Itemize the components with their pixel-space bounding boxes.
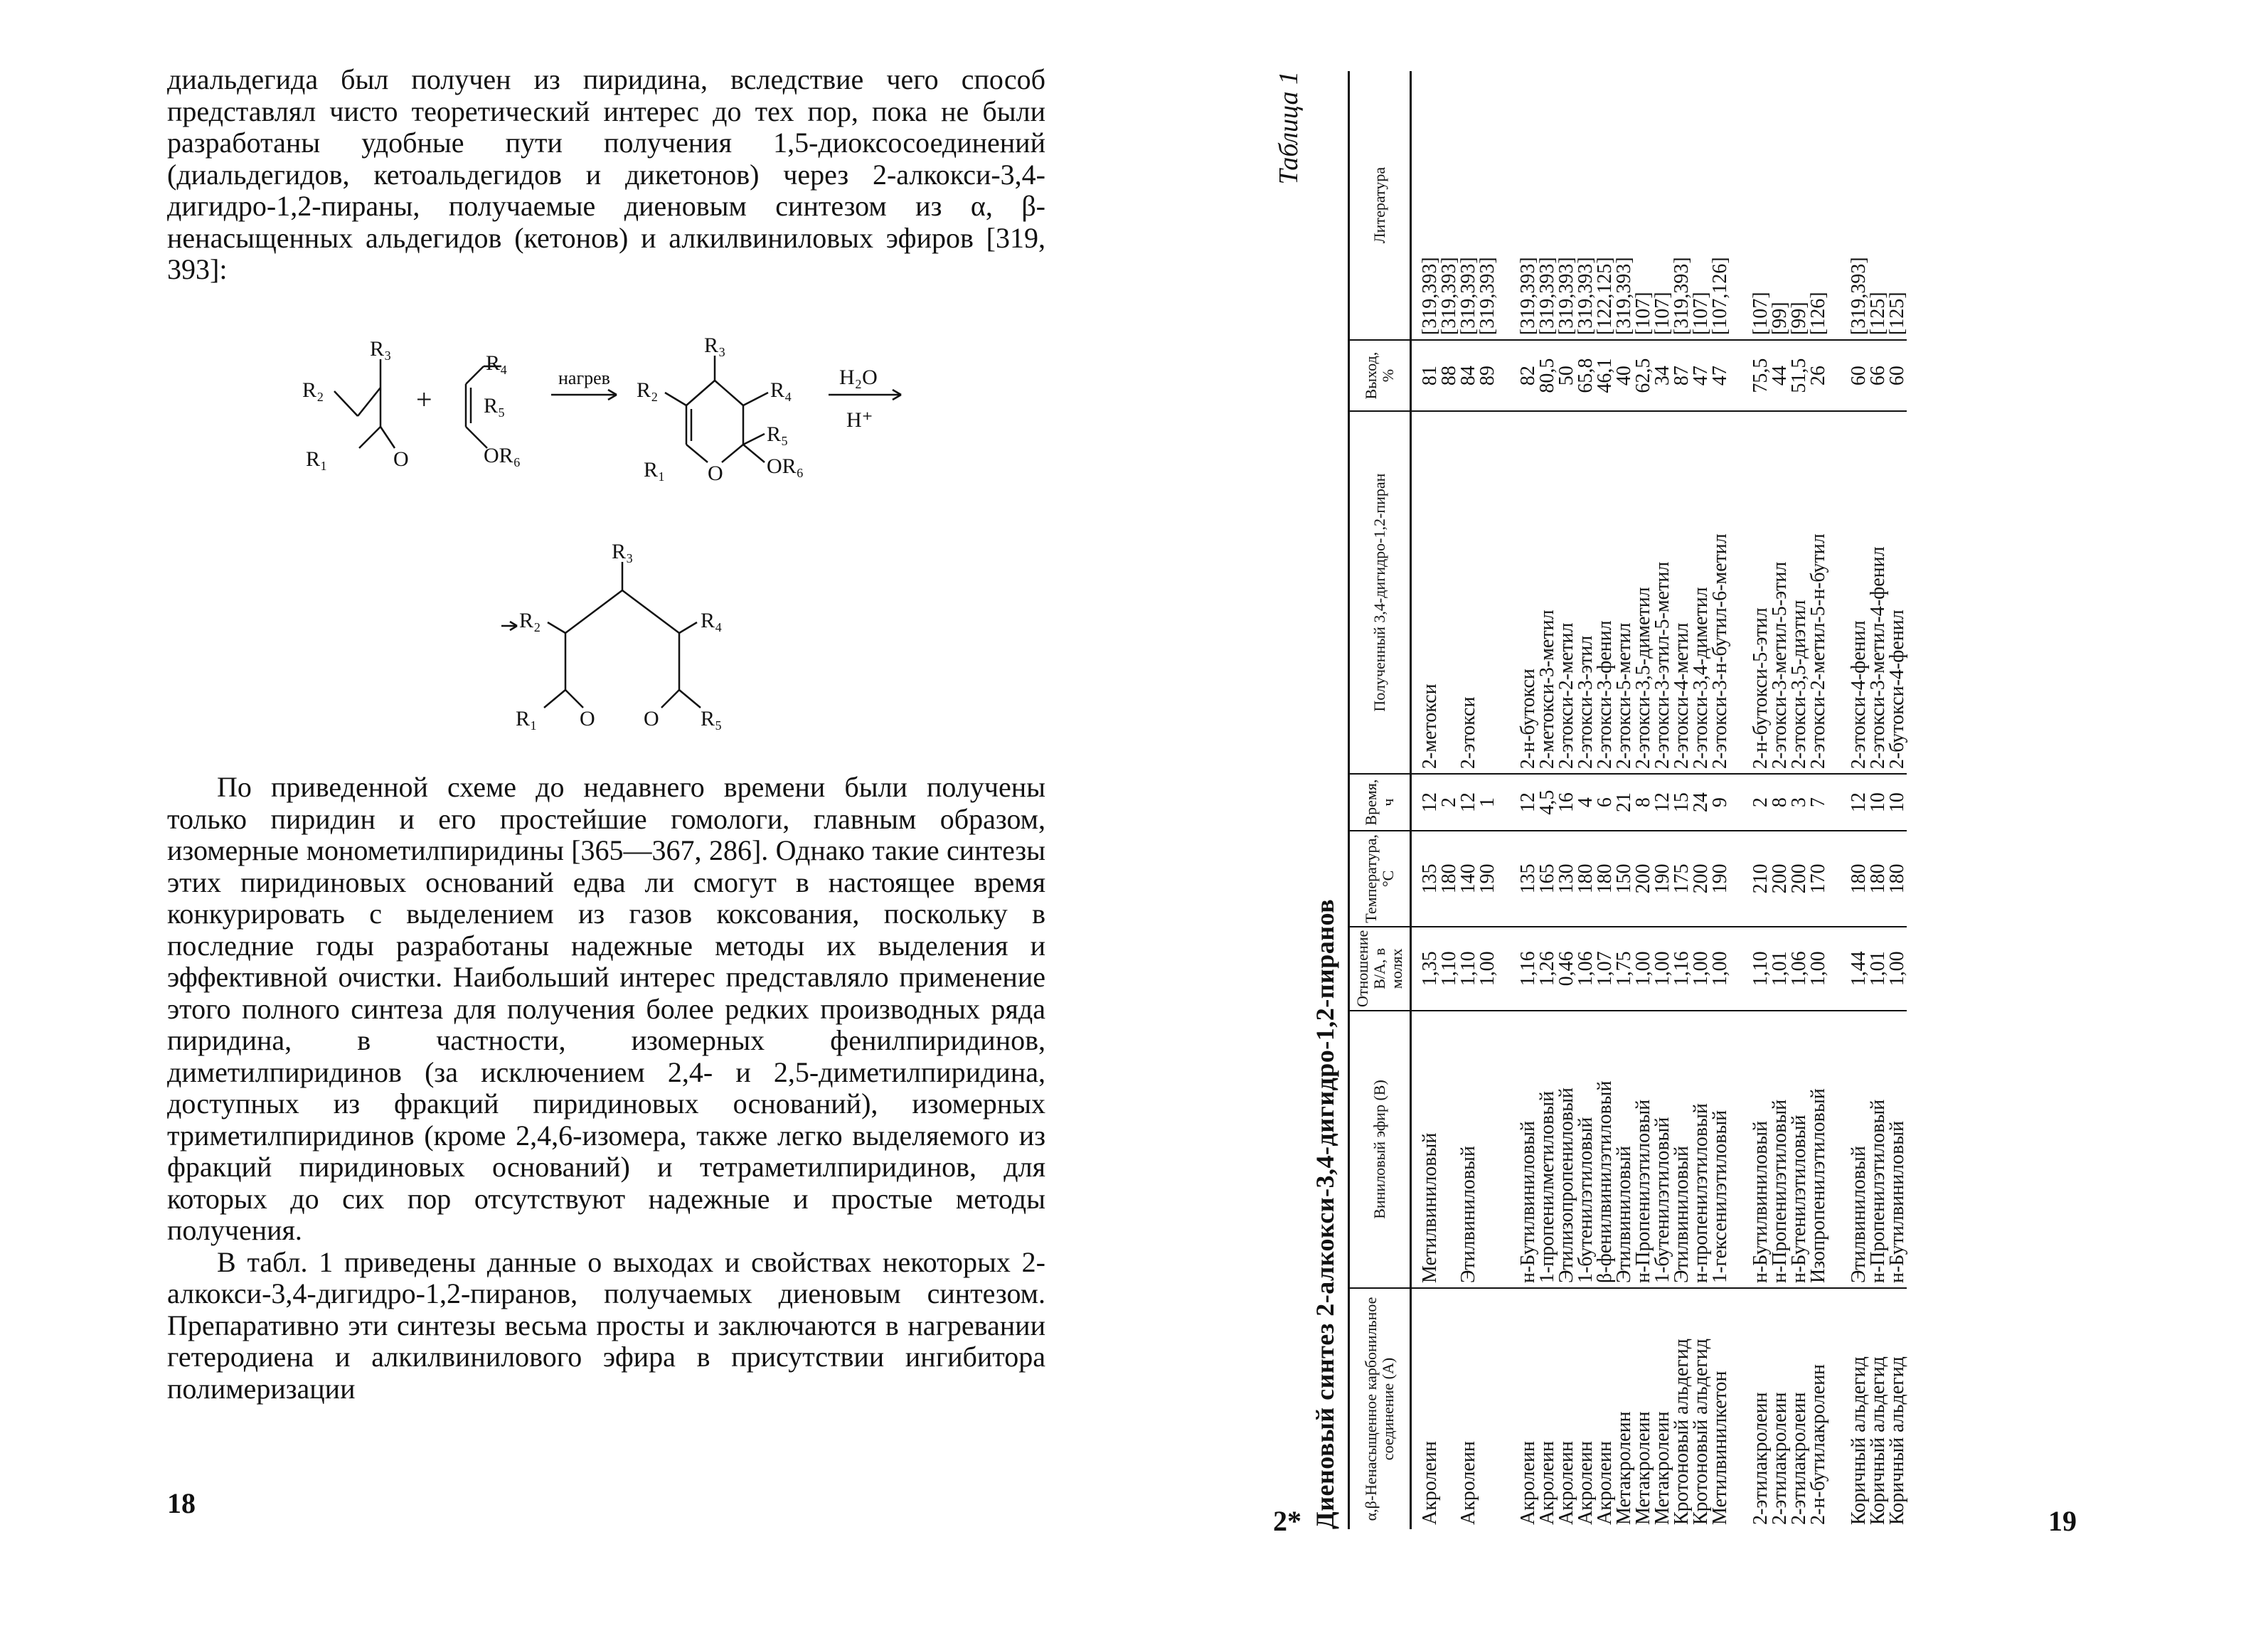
table-row (1691, 71, 1710, 1529)
table-cell: 12 (1497, 774, 1538, 831)
table-cell: 1,06 (1789, 927, 1809, 1011)
table-cell: 1,00 (1809, 927, 1828, 1011)
table-cell: 84 (1459, 340, 1478, 411)
table-cell: 1,16 (1497, 927, 1538, 1011)
table-row (1770, 71, 1789, 1529)
table-rotated (1273, 71, 1908, 1529)
table-row (1888, 71, 1907, 1529)
table-cell: 1,44 (1828, 927, 1868, 1011)
header-yield: Выход, % (1349, 340, 1411, 411)
plus-sign: + (416, 383, 432, 415)
label-r3-product: R₃ (612, 540, 634, 563)
table-cell: 89 (1478, 340, 1497, 411)
table-cell: 51,5 (1789, 340, 1809, 411)
table-cell: [107,126] (1710, 71, 1730, 340)
table-cell: 1,01 (1770, 927, 1789, 1011)
table-cell (1439, 1011, 1459, 1288)
table-row (1828, 71, 1868, 1529)
page-number-right: 19 (2048, 1505, 2077, 1537)
table-cell: [125] (1888, 71, 1907, 340)
table-cell: Метакролеин (1613, 1411, 1635, 1525)
table-cell: 180 (1595, 831, 1614, 927)
paragraph-table-reference: В табл. 1 приведены данные о выходах и свойствах некоторых 2-алкокси-3,4-дигидро-1,2-пиранов, получаемых диеновым синтезом. Препаративно эти синтезы весьма просты и заключаются в нагревании гетеродиена и алкилвинилового эфира в присутствии ингибитора полимеризации (167, 1245, 1045, 1405)
table-cell: н-Пропенилэтиловый (1868, 1011, 1888, 1288)
header-time: Время, ч (1349, 774, 1411, 831)
table-cell: 75,5 (1730, 340, 1770, 411)
table-cell: 26 (1809, 340, 1828, 411)
table-cell: 1,07 (1595, 927, 1614, 1011)
table-cell: Акролеин (1555, 1441, 1577, 1525)
table-cell: 2-этилакролеин (1769, 1392, 1791, 1525)
table-row (1809, 71, 1828, 1529)
table-row (1634, 71, 1653, 1529)
table-cell: 12 (1459, 774, 1478, 831)
table-cell: 2-этокси-3,5-диметил (1634, 411, 1653, 774)
table-cell: 15 (1672, 774, 1691, 831)
table-cell: 180 (1576, 831, 1595, 927)
table-cell: [107] (1730, 71, 1770, 340)
table-cell (1478, 411, 1497, 774)
table-cell: 2-этокси-4-фенил (1828, 411, 1868, 774)
table-row (1439, 71, 1459, 1529)
table-row (1478, 71, 1497, 1529)
table-cell: н-пропенилэтиловый (1691, 1011, 1710, 1288)
table-cell: 1,00 (1710, 927, 1730, 1011)
page-number-left: 18 (167, 1487, 196, 1519)
table-cell: 1,06 (1576, 927, 1595, 1011)
header-literature: Литература (1349, 71, 1411, 340)
table-cell (1439, 411, 1459, 774)
table-cell: β-фенилвинилэтиловый (1595, 1011, 1614, 1288)
table-cell: н-Бутилвиниловый (1888, 1011, 1907, 1288)
table-row (1497, 71, 1538, 1529)
table-cell: 1-гексенилэтиловый (1710, 1011, 1730, 1288)
table-cell: 170 (1809, 831, 1828, 927)
table-cell: 2-этокси-2-метил (1557, 411, 1576, 774)
table-cell (1439, 1288, 1459, 1529)
table-row (1557, 71, 1576, 1529)
table-cell: [107] (1634, 71, 1653, 340)
table-cell: 130 (1557, 831, 1576, 927)
left-page-lower (167, 772, 1045, 1405)
table-cell: 2-метокси-3-метил (1538, 411, 1557, 774)
label-hplus: H⁺ (846, 408, 873, 432)
label-o2-product: O (644, 707, 659, 730)
table-cell: 44 (1770, 340, 1789, 411)
table-cell: 50 (1557, 340, 1576, 411)
table-cell: 2-этокси-3-этил-5-метил (1653, 411, 1672, 774)
table-cell: 190 (1710, 831, 1730, 927)
table-cell (1478, 1011, 1497, 1288)
table-row (1710, 71, 1730, 1529)
table-cell: 180 (1828, 831, 1868, 927)
table-cell: 1,00 (1634, 927, 1653, 1011)
label-heat: нагрев (558, 368, 610, 388)
label-or6: OR₆ (484, 444, 521, 467)
table-row (1459, 71, 1478, 1529)
table-cell: н-Бутилвиниловый (1730, 1011, 1770, 1288)
label-r5-ring: R₅ (767, 422, 789, 446)
table-cell: 135 (1497, 831, 1538, 927)
table-cell: 2-этокси-3,4-диметил (1691, 411, 1710, 774)
table-cell: Этилизопропениловый (1557, 1011, 1576, 1288)
table-cell: Коричный альдегид (1867, 1356, 1889, 1525)
table-cell: 190 (1653, 831, 1672, 927)
table-cell: 81 (1411, 340, 1440, 411)
table-cell: Кротоновый альдегид (1690, 1339, 1712, 1525)
label-r2-ring: R₂ (637, 378, 659, 402)
table-cell: 2-этилакролеин (1788, 1392, 1810, 1525)
label-o-ring: O (708, 462, 723, 485)
label-r1-product: R₁ (516, 707, 538, 730)
table-cell: Кротоновый альдегид (1671, 1339, 1693, 1525)
table-cell: 140 (1459, 831, 1478, 927)
table-row (1411, 71, 1440, 1529)
table-cell: 2-н-бутокси-5-этил (1730, 411, 1770, 774)
table-cell: 12 (1411, 774, 1440, 831)
table-cell: Коричный альдегид (1848, 1356, 1870, 1525)
table-cell: 46,1 (1595, 340, 1614, 411)
table-cell (1478, 1288, 1497, 1529)
table-cell: 1,00 (1478, 927, 1497, 1011)
table-cell: 12 (1828, 774, 1868, 831)
table-cell: н-Пропенилэтиловый (1770, 1011, 1789, 1288)
header-vinyl-ether: Виниловый эфир (B) (1349, 1011, 1411, 1288)
table-cell: [107] (1653, 71, 1672, 340)
table-cell: 2 (1439, 774, 1459, 831)
table-cell: 66 (1868, 340, 1888, 411)
table-cell: 2-этокси-3,5-диэтил (1789, 411, 1809, 774)
table-cell: [125] (1868, 71, 1888, 340)
label-r4-ring: R₄ (770, 378, 792, 402)
table-cell: 1,00 (1691, 927, 1710, 1011)
signature-mark: 2* (1273, 1505, 1301, 1537)
table-cell: Акролеин (1419, 1441, 1441, 1525)
table-cell: 200 (1634, 831, 1653, 927)
table-cell: [319,393] (1478, 71, 1497, 340)
table-row (1730, 71, 1770, 1529)
table-cell: 60 (1828, 340, 1868, 411)
table-cell: Этилвиниловый (1459, 1011, 1478, 1288)
table-cell: [99] (1770, 71, 1789, 340)
table-cell: 2-этилакролеин (1750, 1392, 1772, 1525)
table-cell: н-Бутилвиниловый (1497, 1011, 1538, 1288)
table-cell: 180 (1888, 831, 1907, 927)
table-cell: 60 (1888, 340, 1907, 411)
table-cell: Этилвиниловый (1614, 1011, 1634, 1288)
table-cell: [122,125] (1595, 71, 1614, 340)
table-row (1538, 71, 1557, 1529)
table-cell: Этилвиниловый (1828, 1011, 1868, 1288)
table-cell: [319,393] (1576, 71, 1595, 340)
table-cell: 190 (1478, 831, 1497, 927)
table-cell: [126] (1809, 71, 1828, 340)
table-row (1653, 71, 1672, 1529)
table-cell: Акролеин (1536, 1441, 1558, 1525)
table-cell: Метилвиниловый (1411, 1011, 1440, 1288)
table-cell: Метилвинилкетон (1709, 1371, 1731, 1525)
label-r4-product: R₄ (701, 609, 723, 632)
table-cell: [319,393] (1614, 71, 1634, 340)
reaction-scheme (167, 327, 1045, 768)
table-cell: Этилвиниловый (1672, 1011, 1691, 1288)
table-cell: Метакролеин (1632, 1411, 1654, 1525)
table-cell: 200 (1770, 831, 1789, 927)
label-or6-ring: OR₆ (767, 454, 804, 478)
table-cell: Изопропенилэтиловый (1809, 1011, 1828, 1288)
table-cell: [319,393] (1497, 71, 1538, 340)
table-cell: 9 (1710, 774, 1730, 831)
table-cell: Акролеин (1594, 1441, 1616, 1525)
table-cell: 1-бутенилэтиловый (1653, 1011, 1672, 1288)
table-cell: 4,5 (1538, 774, 1557, 831)
table-cell: 1,00 (1888, 927, 1907, 1011)
table-cell: 34 (1653, 340, 1672, 411)
table-cell: 4 (1576, 774, 1595, 831)
header-carbonyl: α,β-Ненасыщенное карбонильное соединение (A) (1349, 1288, 1411, 1529)
label-r3-ring: R₃ (704, 334, 726, 357)
table-cell: 1,35 (1411, 927, 1440, 1011)
table-body (1411, 71, 1907, 1529)
table-row (1672, 71, 1691, 1529)
table-cell: 200 (1691, 831, 1710, 927)
table-cell: 8 (1770, 774, 1789, 831)
table-cell: 10 (1868, 774, 1888, 831)
label-r3: R₃ (370, 337, 392, 361)
table-cell: 47 (1710, 340, 1730, 411)
header-product: Полученный 3,4-дигидро-1,2-пиран (1349, 411, 1411, 774)
table-cell: 62,5 (1634, 340, 1653, 411)
table-row (1595, 71, 1614, 1529)
table-cell: 175 (1672, 831, 1691, 927)
table-cell: 2-бутокси-4-фенил (1888, 411, 1907, 774)
label-r5-product: R₅ (701, 707, 723, 730)
table-cell: 2-этокси (1459, 411, 1478, 774)
table-cell: н-Пропенилэтиловый (1634, 1011, 1653, 1288)
table-cell: 12 (1653, 774, 1672, 831)
table-cell: 2 (1730, 774, 1770, 831)
label-o1-product: O (580, 707, 595, 730)
label-r2: R₂ (302, 378, 324, 402)
label-o: O (393, 447, 409, 471)
table-cell: 150 (1614, 831, 1634, 927)
table-cell: [107] (1691, 71, 1710, 340)
left-page (167, 64, 1045, 286)
results-table (1348, 71, 1907, 1529)
label-r5: R₅ (484, 394, 506, 418)
table-cell: 40 (1614, 340, 1634, 411)
table-row (1576, 71, 1595, 1529)
table-cell: Коричный альдегид (1886, 1356, 1908, 1525)
table-cell: 1,10 (1730, 927, 1770, 1011)
table-cell: 2-этокси-3-метил-5-этил (1770, 411, 1789, 774)
table-row (1868, 71, 1888, 1529)
table-cell: 82 (1497, 340, 1538, 411)
table-cell: 0,46 (1557, 927, 1576, 1011)
table-cell: 21 (1614, 774, 1634, 831)
table-cell: 2-метокси (1411, 411, 1440, 774)
reaction-scheme-svg (167, 327, 1045, 768)
label-r1-ring: R₁ (644, 458, 666, 482)
table-cell: Акролеин (1575, 1441, 1597, 1525)
table-cell: 16 (1557, 774, 1576, 831)
table-cell: н-Бутенилэтиловый (1789, 1011, 1809, 1288)
label-r4: R₄ (486, 351, 508, 375)
paragraph-scheme-discussion: По приведенной схеме до недавнего времени были получены только пиридин и его простейшие гомологи, главным образом, изомерные монометилпиридины [365—367, 286]. Однако такие синтезы этих пиридиновых оснований едва ли смогут в настоящее время конкурировать с выделением из газов коксования, поскольку в последние годы разработаны надежные методы их выделения и эффективной очистки. Наибольший интерес представляло применение этого полного синтеза для получения более редких производных ряда пиридина, в частности, изомерных фенилпиридинов, диметилпиридинов (за исключением 2,4- и 2,5-диметилпиридина, доступных из фракций пиридиновых оснований), изомерных триметилпиридинов (кроме 2,4,6-изомера, также легко выделяемого из фракций пиридиновых оснований) и тетраметилпиридинов, для которых до сих пор отсутствуют надежные и простые методы получения. (167, 771, 1045, 1246)
table-cell: 180 (1439, 831, 1459, 927)
table-cell: [319,393] (1459, 71, 1478, 340)
table-cell: 88 (1439, 340, 1459, 411)
header-ratio: Отношение B/A, в молях (1349, 927, 1411, 1011)
table-cell: 1,16 (1672, 927, 1691, 1011)
table-cell: [319,393] (1828, 71, 1868, 340)
table-cell: 47 (1691, 340, 1710, 411)
table-cell: [99] (1789, 71, 1809, 340)
table-title: Диеновый синтез 2-алкокси-3,4-дигидро-1,2-пиранов (1311, 898, 1339, 1529)
table-cell: Метакролеин (1651, 1411, 1673, 1525)
table-cell: 1,75 (1614, 927, 1634, 1011)
table-cell: [319,393] (1557, 71, 1576, 340)
table-cell: 87 (1672, 340, 1691, 411)
table-cell: 2-этокси-3-н-бутил-6-метил (1710, 411, 1730, 774)
table-cell: 2-этокси-3-этил (1576, 411, 1595, 774)
table-cell: 1,01 (1868, 927, 1888, 1011)
table-row (1614, 71, 1634, 1529)
table-cell: 8 (1634, 774, 1653, 831)
table-cell: 1 (1478, 774, 1497, 831)
table-cell: 1-бутенилэтиловый (1576, 1011, 1595, 1288)
table-label: Таблица 1 (1274, 71, 1304, 185)
table-row (1789, 71, 1809, 1529)
table-cell: [319,393] (1672, 71, 1691, 340)
table-cell: 2-н-бутокси (1497, 411, 1538, 774)
table-cell: 2-этокси-3-метил-4-фенил (1868, 411, 1888, 774)
paragraph-intro: диальдегида был получен из пиридина, вследствие чего способ представлял чисто теоретический интерес до тех пор, пока не были разработаны удобные пути получения 1,5-диоксосоединений (диальдегидов, кетоальдегидов и дикетонов) через 2-алкокси-3,4-дигидро-1,2-пираны, получаемые диеновым синтезом из α, β-ненасыщенных альдегидов (кетонов) и алкилвиниловых эфиров [319, 393]: (167, 63, 1045, 285)
table-cell: [319,393] (1411, 71, 1440, 340)
table-cell: 1,10 (1459, 927, 1478, 1011)
table-cell: 135 (1411, 831, 1440, 927)
table-cell: 1,10 (1439, 927, 1459, 1011)
label-h2o: H₂O (839, 366, 878, 389)
table-cell: 1-пропенилметиловый (1538, 1011, 1557, 1288)
table-cell: 1,00 (1653, 927, 1672, 1011)
table-cell: 80,5 (1538, 340, 1557, 411)
table-cell: 2-этокси-5-метил (1614, 411, 1634, 774)
table-cell: Акролеин (1517, 1441, 1539, 1525)
table-cell: Акролеин (1457, 1441, 1479, 1525)
table-cell: [319,393] (1439, 71, 1459, 340)
table-cell: 65,8 (1576, 340, 1595, 411)
table-cell: [319,393] (1538, 71, 1557, 340)
table-cell: 3 (1789, 774, 1809, 831)
table-cell: 210 (1730, 831, 1770, 927)
table-cell: 200 (1789, 831, 1809, 927)
table-cell: 24 (1691, 774, 1710, 831)
table-cell: 2-этокси-2-метил-5-н-бутил (1809, 411, 1828, 774)
label-r2-product: R₂ (519, 609, 541, 632)
table-cell: 10 (1888, 774, 1907, 831)
table-cell: 7 (1809, 774, 1828, 831)
header-temperature: Температура, °C (1349, 831, 1411, 927)
table-cell: 2-н-бутилакролеин (1807, 1363, 1829, 1525)
table-cell: 180 (1868, 831, 1888, 927)
table-cell: 6 (1595, 774, 1614, 831)
table-cell: 1,26 (1538, 927, 1557, 1011)
table-cell: 165 (1538, 831, 1557, 927)
table-cell: 2-этокси-4-метил (1672, 411, 1691, 774)
table-cell: 2-этокси-3-фенил (1595, 411, 1614, 774)
label-r1: R₁ (306, 447, 328, 471)
